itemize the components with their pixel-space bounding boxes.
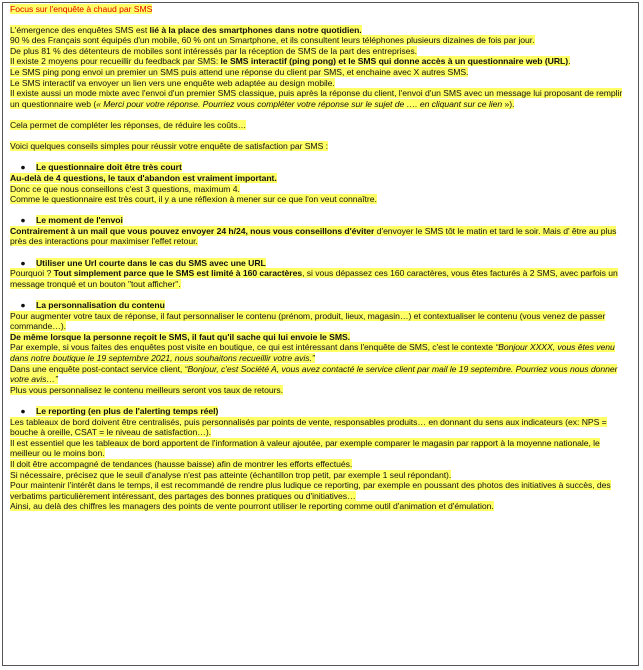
spacer	[10, 152, 630, 163]
bullet-icon: ●	[20, 162, 26, 173]
spacer	[10, 247, 630, 258]
intro-paragraph-5: Le SMS ping pong envoi un premier un SMS puis attend une réponse du client par SMS, et enchaine avec X autres SMS.	[10, 66, 469, 77]
section-5-line-1: Les tableaux de bord doivent être centralisés, puis personnalisés par points de vente, responsables produits… en donnant du sens aux indicateurs (ex: NPS = bouche à oreille, CSAT = le niveau de satisfaction…).	[10, 416, 607, 438]
section-2-heading: ● Le moment de l'envoi	[10, 215, 630, 226]
bullet-icon: ●	[20, 215, 26, 226]
section-5-line-6: Ainsi, au delà des chiffres les managers des points de vente pourront utiliser le reporting comme outil d'animation et d'émulation.	[10, 501, 494, 512]
bullet-icon: ●	[20, 257, 26, 268]
bullet-icon: ●	[20, 405, 26, 416]
section-1-line-1: Donc ce que nous conseillons c'est 3 questions, maximum 4.	[10, 183, 240, 194]
spacer	[10, 131, 630, 142]
section-4-line-1: Pour augmenter votre taux de réponse, il faut personnaliser le contenu (prénom, produit, lieux, magasin…) et contextualiser le contenu (vous venez de passer commande…).	[10, 310, 606, 332]
section-4-line-3: Par exemple, si vous faites des enquêtes post visite en boutique, ce qui est intéressant dans l'enquête de SMS, c'est le contexte “Bonjour XXXX, vous êtes venu dans notre boutique le 19 septembre 2021, nous souhaitons recueillir votre avis.”	[10, 342, 615, 363]
section-5-line-2: Il est essentiel que les tableaux de bord apportent de l'information à valeur ajoutée, par exemple comparer le magasin par rapport à la moyenne nationale, le meilleur ou le moins bon.	[10, 437, 600, 459]
intro-paragraph-2: 90 % des Français sont équipés d'un mobile, 60 % ont un Smartphone, et ils consultent leurs téléphones plusieurs dizaines de fois par jour.	[10, 35, 535, 46]
bullet-icon: ●	[20, 300, 26, 311]
section-1-line-2: Comme le questionnaire est très court, il y a une réflexion à mener sur ce que l'on veut connaître.	[10, 194, 377, 205]
section-4-heading: ● La personnalisation du contenu	[10, 300, 630, 311]
spacer	[10, 395, 630, 406]
document-title: Focus sur l'enquête à chaud par SMS	[10, 4, 153, 14]
spacer	[10, 205, 630, 216]
intro-paragraph-9: Voici quelques conseils simples pour réussir votre enquête de satisfaction par SMS :	[10, 141, 328, 152]
intro-paragraph-6: Le SMS interactif va envoyer un lien vers une enquête web adaptée au design mobile.	[10, 77, 335, 88]
intro-paragraph-8: Cela permet de compléter les réponses, de réduire les coûts…	[10, 119, 247, 130]
section-4-line-4: Dans une enquête post-contact service client, “Bonjour, c'est Société A, vous avez contacté le service client par mail le 19 septembre. Pourriez vous nous donner votre avis…”	[10, 363, 618, 385]
intro-paragraph-3: De plus 81 % des détenteurs de mobiles sont intéressés par la réception de SMS de la part des entreprises.	[10, 45, 418, 56]
section-3-body: Pourquoi ? Tout simplement parce que le SMS est limité à 160 caractères, si vous dépassez ces 160 caractères, vous êtes facturés à 2 SMS, avec parfois un message tronqué et un bouton "tout afficher".	[10, 268, 618, 289]
section-5-heading: ● Le reporting (en plus de l'alerting temps réel)	[10, 406, 630, 417]
section-1-lead: Au-delà de 4 questions, le taux d'abandon est vraiment important.	[10, 172, 277, 183]
section-4-line-2: De même lorsque la personne reçoit le SMS, il faut qu'il sache qui lui envoie le SMS.	[10, 331, 351, 342]
section-5-line-5: Pour maintenir l'intérêt dans le temps, il est recommandé de rendre plus ludique ce reporting, par exemple en poussant des photos des initiatives à succès, des verbatims particulièrement intéressant, des partages des bonnes pratiques ou d'initiatives…	[10, 480, 611, 501]
spacer	[10, 289, 630, 300]
section-2-body: Contrairement à un mail que vous pouvez envoyer 24 h/24, nous vous conseillons d'éviter d'envoyer le SMS tôt le matin et tard le soir. Mais d' être au plus près des interactions pour maximiser l'effet retour.	[10, 225, 617, 247]
section-1-heading: ● Le questionnaire doit être très court	[10, 162, 630, 173]
section-4-line-5: Plus vous personnalisez le contenu meilleurs seront vos taux de retours.	[10, 384, 284, 395]
spacer	[10, 109, 630, 120]
section-5-line-4: Si nécessaire, précisez que le seuil d'analyse n'est pas atteinte (échantillon trop petit, par exemple 1 seul répondant).	[10, 469, 452, 480]
section-3-heading: ● Utiliser une Url courte dans le cas du SMS avec une URL	[10, 258, 630, 269]
intro-paragraph-4: Il existe 2 moyens pour recueillir du feedback par SMS: le SMS interactif (ping pong) et le SMS qui donne accès à un questionnaire web (URL).	[10, 56, 571, 67]
intro-paragraph-1: L'émergence des enquêtes SMS est lié à la place des smartphones dans notre quotidien.	[10, 24, 362, 35]
document-body	[10, 4, 630, 512]
intro-paragraph-7: Il existe aussi un mode mixte avec l'envoi d'un premier SMS classique, puis après la réponse du client, l'envoi d'un SMS avec un message lui proposant de remplir un questionnaire web (« Merci pour votre réponse. Pourriez vous compléter votre réponse sur le sujet de …. en cliquant sur ce lien »).	[10, 88, 623, 109]
section-5-line-3: Il doit être accompagné de tendances (hausse baisse) afin de montrer les efforts effectués.	[10, 458, 353, 469]
